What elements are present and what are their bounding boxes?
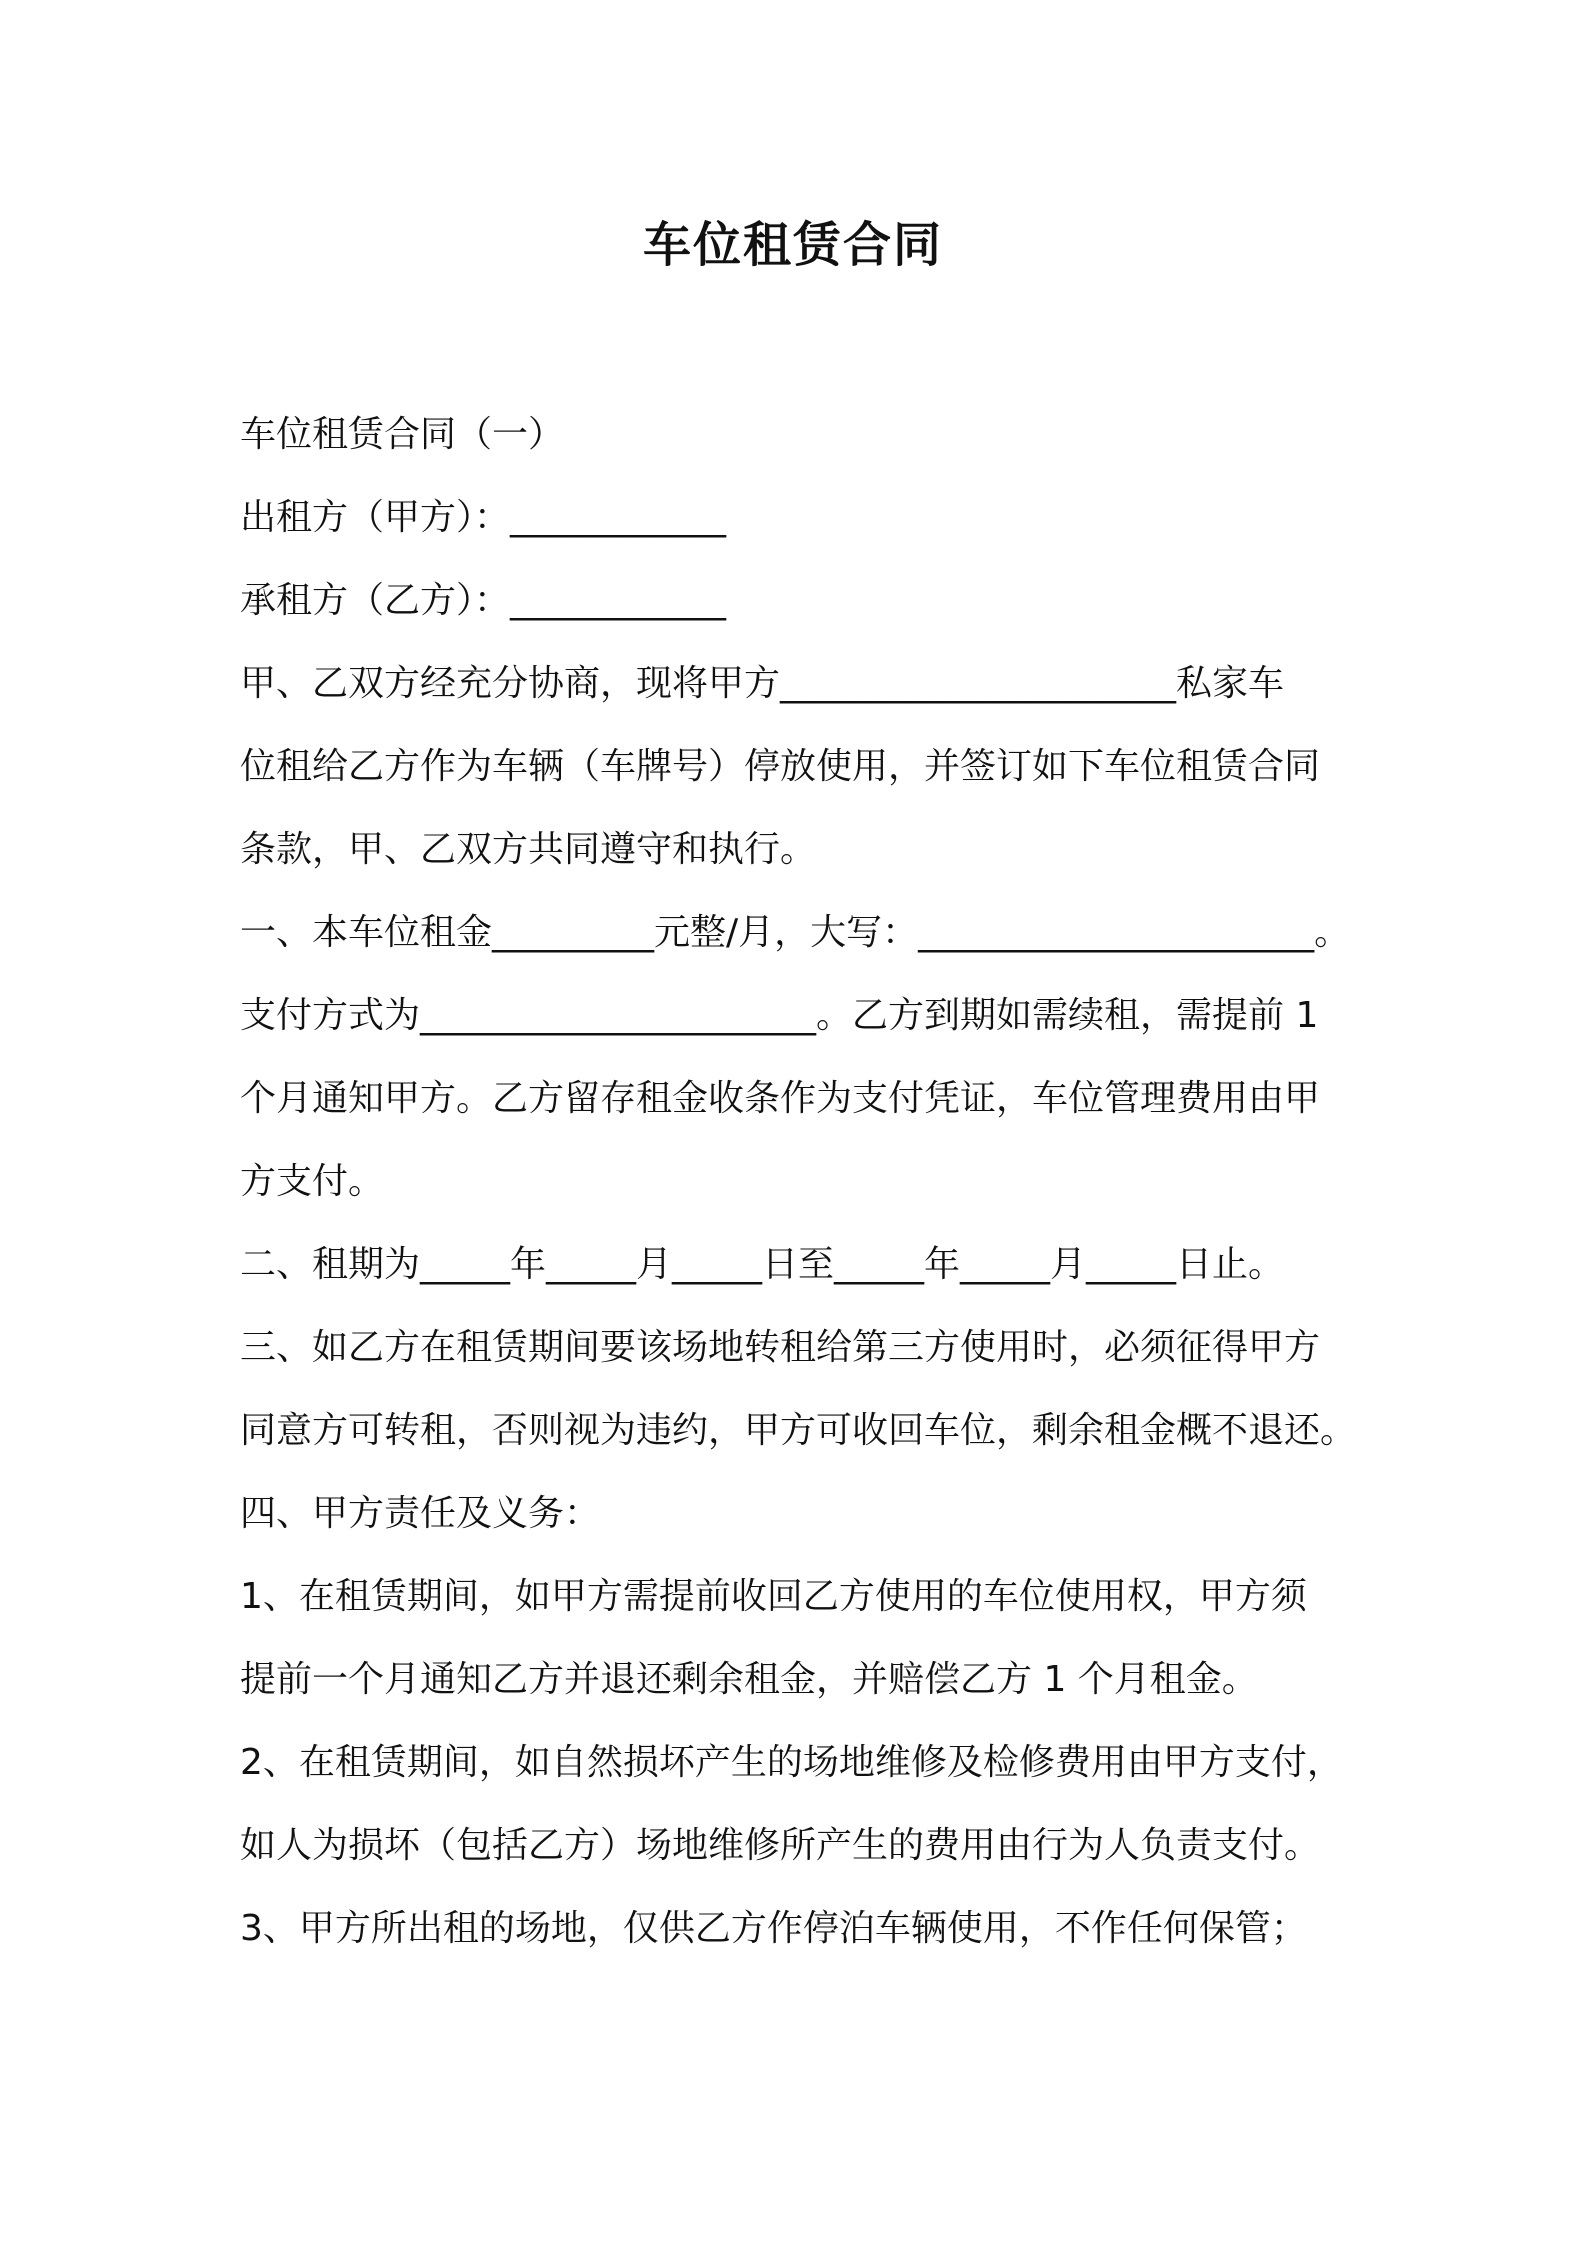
clause-line: 1、在租赁期间，如甲方需提前收回乙方使用的车位使用权，甲方须 <box>240 1576 1307 1617</box>
clause-line: 一、本车位租金_________元整/月，大写：______________________。 <box>240 912 1351 953</box>
clause-heading: 四、甲方责任及义务： <box>240 1493 601 1534</box>
paragraph-line: 提前一个月通知乙方并退还剩余租金，并赔偿乙方 1 个月租金。 <box>240 1659 1258 1700</box>
paragraph-line: 条款，甲、乙双方共同遵守和执行。 <box>240 829 817 870</box>
clause-line: 2、在租赁期间，如自然损坏产生的场地维修及检修费用由甲方支付， <box>240 1742 1343 1783</box>
lessee-line: 承租方（乙方）：____________ <box>240 580 727 621</box>
clause-line: 三、如乙方在租赁期间要该场地转租给第三方使用时，必须征得甲方 <box>240 1327 1321 1368</box>
paragraph-line: 甲、乙双方经充分协商，现将甲方______________________私家车 <box>240 663 1285 704</box>
section-heading: 车位租赁合同（一） <box>240 414 565 455</box>
clause-line: 二、租期为_____年_____月_____日至_____年_____月_____日止。 <box>240 1244 1285 1285</box>
document-title: 车位租赁合同 <box>642 217 943 273</box>
paragraph-line: 方支付。 <box>240 1161 385 1202</box>
paragraph-line: 同意方可转租，否则视为违约，甲方可收回车位，剩余租金概不退还。 <box>240 1410 1357 1451</box>
paragraph-line: 支付方式为______________________。乙方到期如需续租，需提前 1 <box>240 995 1319 1036</box>
lessor-line: 出租方（甲方）：____________ <box>240 497 727 538</box>
paragraph-line: 如人为损坏（包括乙方）场地维修所产生的费用由行为人负责支付。 <box>240 1825 1321 1866</box>
clause-line: 3、甲方所出租的场地，仅供乙方作停泊车辆使用，不作任何保管； <box>240 1908 1307 1949</box>
paragraph-line: 个月通知甲方。乙方留存租金收条作为支付凭证，车位管理费用由甲 <box>240 1078 1321 1119</box>
paragraph-line: 位租给乙方作为车辆（车牌号）停放使用，并签订如下车位租赁合同 <box>240 746 1321 787</box>
